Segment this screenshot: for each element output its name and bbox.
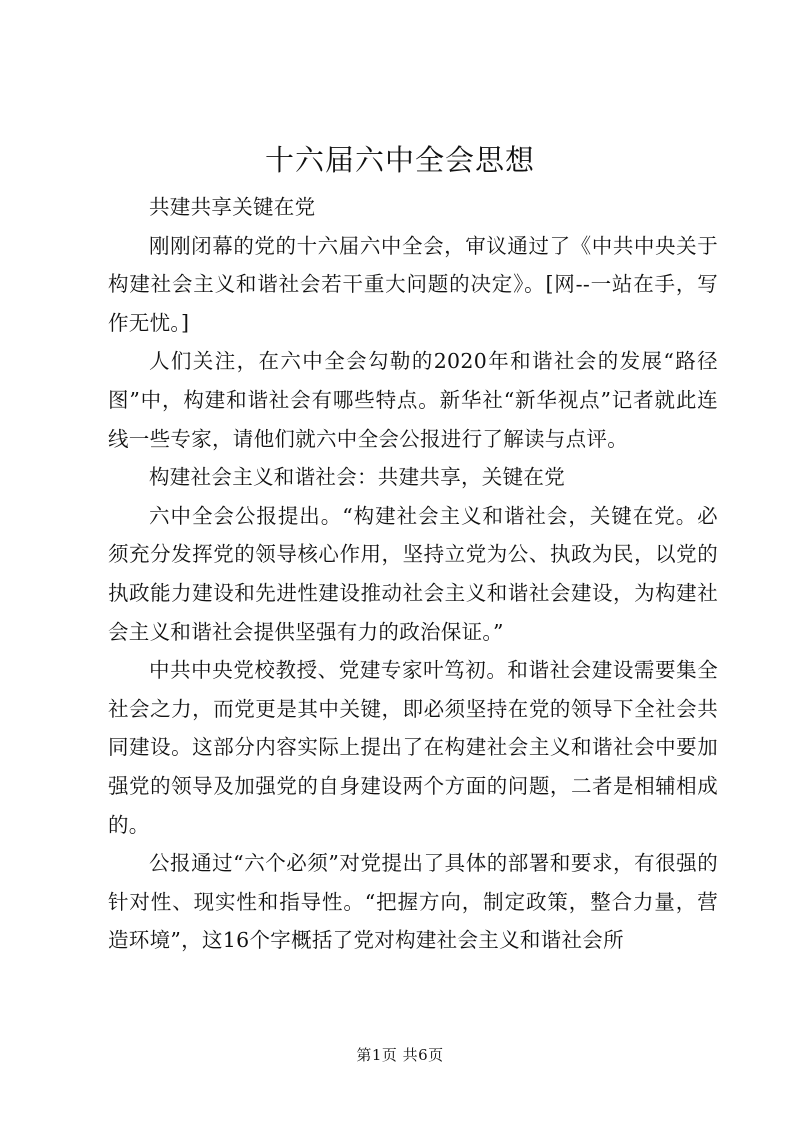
paragraph-subheading-1: 共建共享关键在党 bbox=[149, 195, 316, 219]
document-body bbox=[108, 188, 718, 960]
paragraph-3: 六中全会公报提出。“构建社会主义和谐社会，关键在党。必须充分发挥党的领导核心作用，坚持立党为公、执政为民，以党的执政能力建设和先进性建设推动社会主义和谐社会建设，为构建社会主义和谐社会提供坚强有力的政治保证。” bbox=[108, 503, 718, 644]
paragraph-2: 人们关注，在六中全会勾勒的2020年和谐社会的发展“路径图”中，构建和谐社会有哪些特点。新华社“新华视点”记者就此连线一些专家，请他们就六中全会公报进行了解读与点评。 bbox=[108, 349, 718, 451]
page-footer: 第1页 共6页 bbox=[356, 1046, 444, 1064]
paragraph-1: 刚刚闭幕的党的十六届六中全会，审议通过了《中共中央关于构建社会主义和谐社会若干重大问题的决定》。[网--一站在手，写作无忧。] bbox=[108, 233, 718, 335]
document-title: 十六届六中全会思想 bbox=[264, 143, 535, 177]
paragraph-4: 中共中央党校教授、党建专家叶笃初。和谐社会建设需要集全社会之力，而党更是其中关键，即必须坚持在党的领导下全社会共同建设。这部分内容实际上提出了在构建社会主义和谐社会中要加强党的领导及加强党的自身建设两个方面的问题，二者是相辅相成的。 bbox=[108, 658, 718, 837]
paragraph-subheading-2: 构建社会主义和谐社会：共建共享，关键在党 bbox=[149, 465, 565, 490]
paragraph-5: 公报通过“六个必须”对党提出了具体的部署和要求，有很强的针对性、现实性和指导性。“把握方向，制定政策，整合力量，营造环境”，这16个字概括了党对构建社会主义和谐社会所 bbox=[108, 851, 718, 953]
